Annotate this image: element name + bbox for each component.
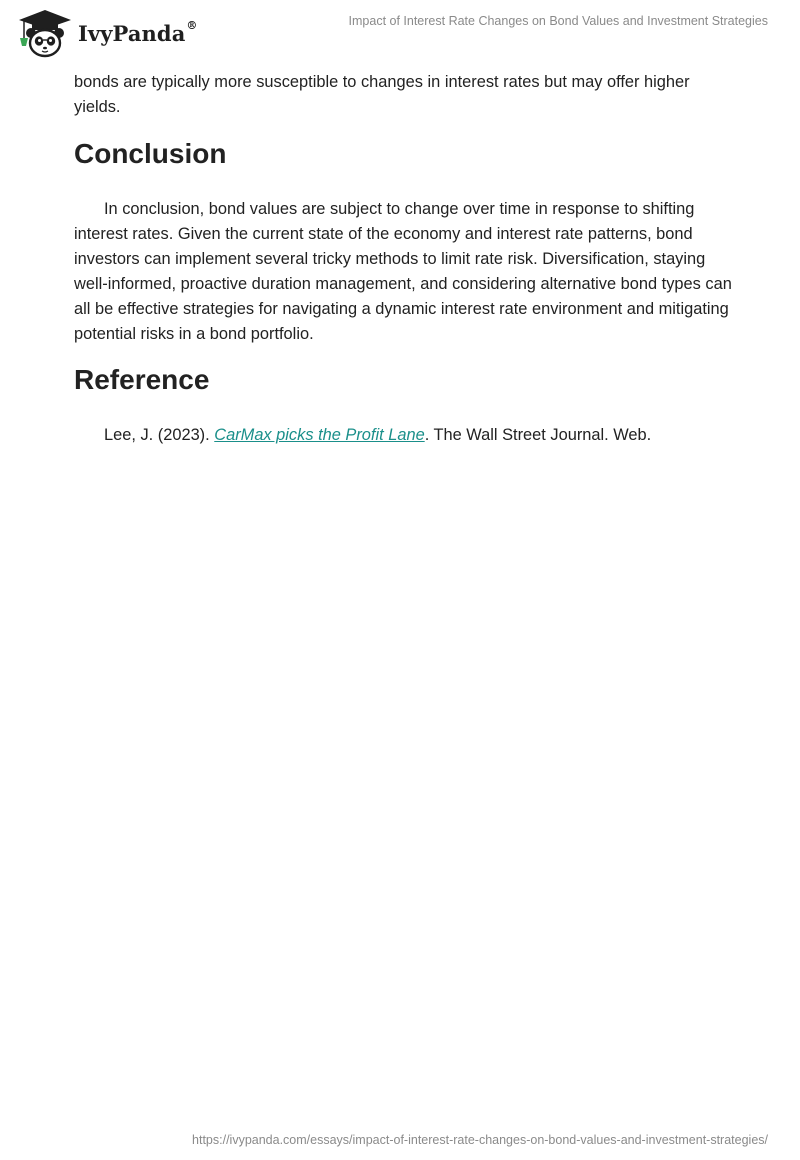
reference-link[interactable]: CarMax picks the Profit Lane xyxy=(214,426,425,444)
reference-author: Lee, J. (2023). xyxy=(104,426,215,444)
reference-entry xyxy=(74,423,734,448)
page-header xyxy=(0,0,800,60)
reference-heading: Reference xyxy=(74,364,210,395)
ivypanda-logo[interactable] xyxy=(14,8,198,58)
intro-paragraph: bonds are typically more susceptible to changes in interest rates but may offer higher yields. xyxy=(74,73,690,116)
essay-content xyxy=(74,70,734,448)
conclusion-paragraph: In conclusion, bond values are subject to change over time in response to shifting interest rates. Given the current state of the economy and interest rate patterns, bond investors can implement several tricky methods to limit rate risk. Diversification, staying well-informed, proactive duration management, and considering alternative bond types can all be effective strategies for navigating a dynamic interest rate environment and mitigating potential risks in a bond portfolio. xyxy=(74,200,732,343)
reference-source: . The Wall Street Journal. Web. xyxy=(424,426,652,444)
document-title: Impact of Interest Rate Changes on Bond Values and Investment Strategies xyxy=(348,14,768,28)
logo-wordmark: IvyPanda® xyxy=(78,19,198,46)
panda-graduate-icon xyxy=(14,8,76,58)
conclusion-heading: Conclusion xyxy=(74,138,227,169)
footer-url[interactable]: https://ivypanda.com/essays/impact-of-interest-rate-changes-on-bond-values-and-investment-strategies/ xyxy=(192,1133,768,1147)
